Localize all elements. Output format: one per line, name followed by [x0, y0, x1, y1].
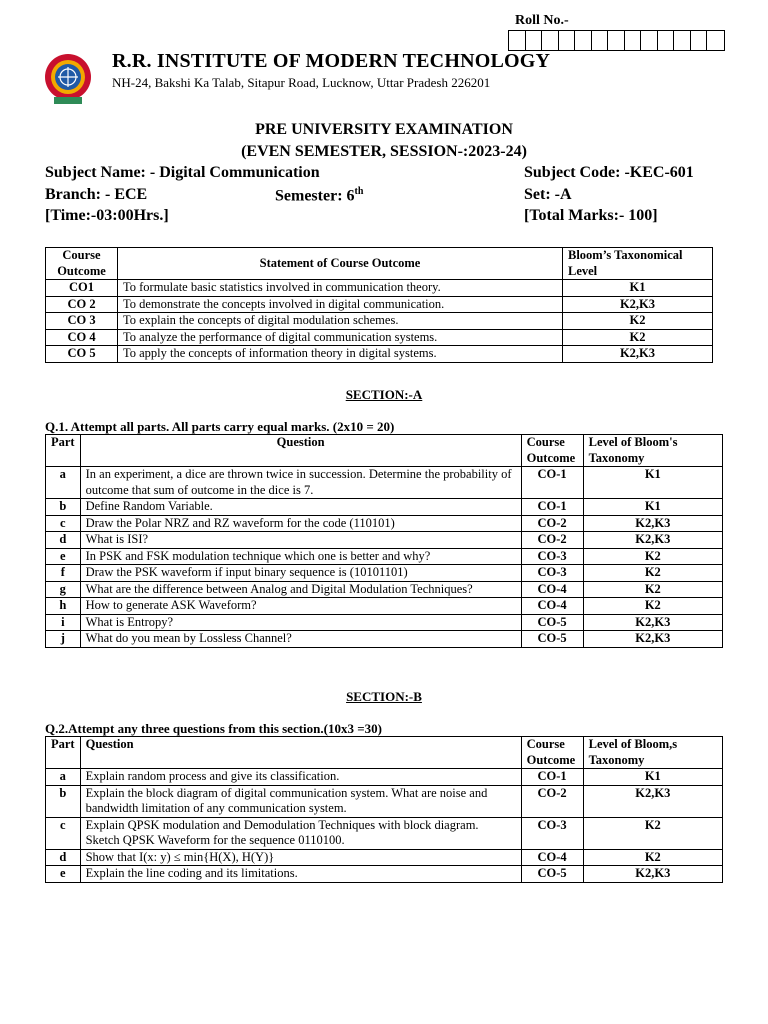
semester: [275, 186, 363, 205]
q1-table-row: [46, 467, 723, 499]
co-table-row-cell: CO 3: [46, 313, 118, 330]
q2-header-question: Question: [80, 737, 521, 769]
co-table-row-cell: To apply the concepts of information theory in digital systems.: [118, 346, 563, 363]
q1-table-row-cell: K2,K3: [583, 515, 722, 532]
q1-table-row: [46, 532, 723, 549]
q1-table-row-cell: j: [46, 631, 81, 648]
roll-number-box[interactable]: [625, 31, 642, 50]
q1-table-row-cell: e: [46, 548, 81, 565]
co-header-outcome: Course Outcome: [46, 248, 118, 280]
set: Set: -A: [524, 186, 572, 203]
q1-table-row: [46, 614, 723, 631]
co-table-row-cell: K2,K3: [563, 296, 713, 313]
q1-table-row-cell: K2,K3: [583, 631, 722, 648]
q2-table-row-cell: K2: [583, 849, 722, 866]
q2-table-row: [46, 769, 723, 786]
roll-number-box[interactable]: [658, 31, 675, 50]
q1-table-row-cell: K2,K3: [583, 614, 722, 631]
roll-number-label: Roll No.-: [515, 13, 569, 28]
institute-logo: [40, 53, 96, 105]
roll-number-box[interactable]: [559, 31, 576, 50]
q1-table-row-cell: What is Entropy?: [80, 614, 521, 631]
q1-table-row-cell: i: [46, 614, 81, 631]
q1-table-row-cell: K2: [583, 598, 722, 615]
semester-text: Semester: 6: [275, 187, 355, 205]
q2-table-row-cell: c: [46, 817, 81, 849]
q1-table-row-cell: g: [46, 581, 81, 598]
co-table-row-cell: K2: [563, 313, 713, 330]
q1-table-row-cell: K2,K3: [583, 532, 722, 549]
q1-table-row-cell: What do you mean by Lossless Channel?: [80, 631, 521, 648]
roll-number-box[interactable]: [674, 31, 691, 50]
q1-table-row-cell: CO-3: [521, 548, 583, 565]
q2-table-row-cell: e: [46, 866, 81, 883]
q2-table-row-cell: K2,K3: [583, 866, 722, 883]
co-table-row: [46, 313, 713, 330]
q2-table-row-cell: CO-4: [521, 849, 583, 866]
exam-title: PRE UNIVERSITY EXAMINATION: [255, 121, 513, 138]
q1-table-row-cell: K2: [583, 581, 722, 598]
q1-table-row-cell: CO-1: [521, 467, 583, 499]
q1-header-part: Part: [46, 435, 81, 467]
q2-table-row-cell: CO-2: [521, 785, 583, 817]
q1-header-outcome: Course Outcome: [521, 435, 583, 467]
q1-table-row-cell: K1: [583, 467, 722, 499]
co-table-row: [46, 280, 713, 297]
co-table-row-cell: To demonstrate the concepts involved in digital communication.: [118, 296, 563, 313]
q1-table-row-cell: In PSK and FSK modulation technique which one is better and why?: [80, 548, 521, 565]
roll-number-boxes: [508, 30, 725, 51]
q1-table-row-cell: In an experiment, a dice are thrown twice in succession. Determine the probability of outcome that sum of outcome in the dice is 7.: [80, 467, 521, 499]
q1-table-row-cell: CO-1: [521, 499, 583, 516]
roll-number-box[interactable]: [707, 31, 724, 50]
section-a-title: SECTION:-A: [345, 387, 423, 402]
co-table-row: [46, 346, 713, 363]
q1-table-row-cell: How to generate ASK Waveform?: [80, 598, 521, 615]
q1-table-row-cell: Define Random Variable.: [80, 499, 521, 516]
section-b-table: [45, 736, 723, 883]
q1-table-row-cell: a: [46, 467, 81, 499]
subject-name: Subject Name: - Digital Communication: [45, 164, 320, 181]
q1-instruction: Q.1. Attempt all parts. All parts carry equal marks. (2x10 = 20): [45, 419, 395, 434]
q2-table-row: [46, 817, 723, 849]
roll-number-box[interactable]: [608, 31, 625, 50]
co-table-row-cell: CO 2: [46, 296, 118, 313]
q1-table-row-cell: What are the difference between Analog and Digital Modulation Techniques?: [80, 581, 521, 598]
co-table-row-cell: CO 5: [46, 346, 118, 363]
co-table-row-cell: CO1: [46, 280, 118, 297]
q1-table-row: [46, 598, 723, 615]
q1-table-row: [46, 515, 723, 532]
q1-table-row-cell: CO-4: [521, 598, 583, 615]
total-marks: [Total Marks:- 100]: [524, 207, 658, 224]
co-header-statement: Statement of Course Outcome: [118, 248, 563, 280]
q1-table-row-cell: CO-4: [521, 581, 583, 598]
q2-table-row-cell: K1: [583, 769, 722, 786]
roll-number-box[interactable]: [526, 31, 543, 50]
section-a-table: [45, 434, 723, 648]
branch: Branch: - ECE: [45, 186, 148, 203]
q2-table-row-cell: CO-3: [521, 817, 583, 849]
q1-table-row-cell: CO-2: [521, 515, 583, 532]
section-b-title: SECTION:-B: [346, 689, 422, 704]
q2-header-outcome: Course Outcome: [521, 737, 583, 769]
course-outcome-table: [45, 247, 713, 363]
roll-number-box[interactable]: [542, 31, 559, 50]
q1-table-row: [46, 499, 723, 516]
q2-table-row-cell: Explain QPSK modulation and Demodulation Techniques with block diagram. Sketch QPSK Waveform for the sequence 0110100.: [80, 817, 521, 849]
co-table-row: [46, 296, 713, 313]
q1-table-row-cell: K2: [583, 565, 722, 582]
co-table-row-cell: K2,K3: [563, 346, 713, 363]
co-table-row-cell: To explain the concepts of digital modulation schemes.: [118, 313, 563, 330]
q2-table-row: [46, 785, 723, 817]
q1-table-row: [46, 548, 723, 565]
institute-name: R.R. INSTITUTE OF MODERN TECHNOLOGY: [112, 50, 551, 72]
q1-table-row-cell: Draw the PSK waveform if input binary sequence is (10101101): [80, 565, 521, 582]
q1-table-row-cell: f: [46, 565, 81, 582]
q2-table-row: [46, 866, 723, 883]
q1-table-row-cell: CO-5: [521, 631, 583, 648]
q2-header-level: Level of Bloom,s Taxonomy: [583, 737, 722, 769]
q1-table-row-cell: d: [46, 532, 81, 549]
q2-table-row-cell: CO-5: [521, 866, 583, 883]
exam-session: (EVEN SEMESTER, SESSION-:2023-24): [241, 143, 527, 160]
q2-table-row-cell: d: [46, 849, 81, 866]
q1-header-level: Level of Bloom's Taxonomy: [583, 435, 722, 467]
co-table-row: [46, 329, 713, 346]
q1-table-row: [46, 565, 723, 582]
co-table-row-cell: To analyze the performance of digital communication systems.: [118, 329, 563, 346]
roll-number-box[interactable]: [641, 31, 658, 50]
co-table-row-cell: To formulate basic statistics involved in communication theory.: [118, 280, 563, 297]
co-table-row-cell: K1: [563, 280, 713, 297]
q1-table-row-cell: CO-2: [521, 532, 583, 549]
q1-table-row-cell: K1: [583, 499, 722, 516]
q2-table-row-cell: a: [46, 769, 81, 786]
institute-address: NH-24, Bakshi Ka Talab, Sitapur Road, Lucknow, Uttar Pradesh 226201: [112, 75, 491, 90]
q2-table-row: [46, 849, 723, 866]
roll-number-box[interactable]: [691, 31, 708, 50]
q2-table-row-cell: Explain the line coding and its limitations.: [80, 866, 521, 883]
q2-table-row-cell: Show that I(x: y) ≤ min{H(X), H(Y)}: [80, 849, 521, 866]
subject-code: Subject Code: -KEC-601: [524, 164, 694, 181]
q2-table-row-cell: K2: [583, 817, 722, 849]
q1-table-row-cell: c: [46, 515, 81, 532]
co-table-row-cell: K2: [563, 329, 713, 346]
q1-table-row-cell: K2: [583, 548, 722, 565]
q2-table-row-cell: Explain the block diagram of digital communication system. What are noise and bandwidth limitation of any communication system.: [80, 785, 521, 817]
q2-table-row-cell: Explain random process and give its classification.: [80, 769, 521, 786]
q2-table-row-cell: CO-1: [521, 769, 583, 786]
roll-number-box[interactable]: [592, 31, 609, 50]
q2-header-part: Part: [46, 737, 81, 769]
semester-suffix: th: [354, 186, 364, 197]
q1-table-row: [46, 631, 723, 648]
q1-table-row-cell: What is ISI?: [80, 532, 521, 549]
roll-number-box[interactable]: [575, 31, 592, 50]
q1-table-row-cell: Draw the Polar NRZ and RZ waveform for the code (110101): [80, 515, 521, 532]
q1-header-question: Question: [80, 435, 521, 467]
co-table-row-cell: CO 4: [46, 329, 118, 346]
co-header-level: Bloom’s Taxonomical Level: [563, 248, 713, 280]
q2-instruction: Q.2.Attempt any three questions from this section.(10x3 =30): [45, 721, 382, 736]
q1-table-row-cell: h: [46, 598, 81, 615]
q1-table-row-cell: CO-5: [521, 614, 583, 631]
q2-table-row-cell: K2,K3: [583, 785, 722, 817]
q2-table-row-cell: b: [46, 785, 81, 817]
exam-time: [Time:-03:00Hrs.]: [45, 207, 169, 224]
q1-table-row-cell: CO-3: [521, 565, 583, 582]
q1-table-row: [46, 581, 723, 598]
q1-table-row-cell: b: [46, 499, 81, 516]
roll-number-box[interactable]: [509, 31, 526, 50]
